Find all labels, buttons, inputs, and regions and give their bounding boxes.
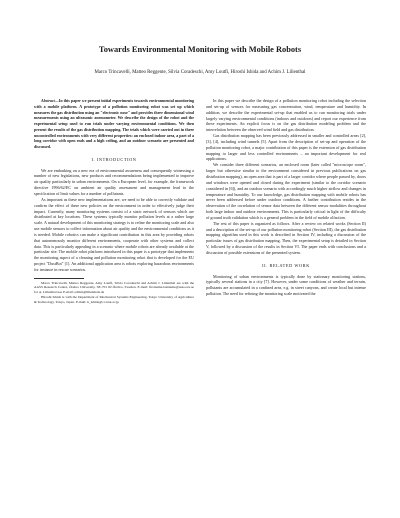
intro-paragraph-6: The rest of this paper is organized as follows. After a review on related works (Section II) and a description of the set-up of our pollution monitoring robot (Section III), the gas distribution mapping algorithm used in this work is described in Section IV, including a discussion of the particular issues of gas distribution mapping. Then, the experimental setup is detailed in Section V, followed by a discussion of the results in Section VI. The paper ends with conclusions and a discussion of possible extensions of the presented system. (206, 220, 366, 255)
intro-paragraph-5: We consider three different scenarios, an enclosed room (later called "microscope room", larger but otherwise similar to the environment considered in previous publications on gas distribution mapping), an open area that is part of a larger corridor where people passed by, doors and windows were opened and closed during the experiment (similar to the corridor scenario considered in [6]), and an outdoor scenario with accordingly much higher airflow and changes in temperature and humidity. To our knowledge, gas distribution mapping with mobile robots has never been addressed before under outdoor conditions. A further contribution resides in the observation of the correlation of sensor data between the different sensor modalities throughout both large indoor and outdoor environments. This is particularly critical in light of the difficulty of ground truth validation which is a general problem in the field of mobile olfaction. (206, 162, 366, 220)
intro-paragraph-3: In this paper we describe the design of a pollution monitoring robot including the selection and set-up of sensors for measuring gas concentration, wind, temperature and humidity. In addition, we describe the experimental set-up that enabled us to run monitoring trials under largely varying environmental conditions (indoors and outdoors) and report our experience from these experiments. An explicit focus is on the gas distribution modeling problem and the interrelation between the observed wind field and gas distribution. (206, 98, 366, 133)
abstract-label: Abstract (41, 98, 55, 103)
section-heading-introduction: I. INTRODUCTION (91, 156, 137, 162)
intro-paragraph-2: As important as these new implementations are, we need to be able to correctly validate and confirm the effect of these new policies on the environment in order to effectively judge their impact. Currently, many monitoring systems consist of a static network of sensors which are distributed at key locations. These systems typically monitor pollution levels at a rather large scale. A natural development of this monitoring strategy is to refine the monitoring scale and also use mobile sensors to collect information about air quality and the environmental conditions as it is needed. Mobile robotics can make a significant contribution in this area by providing robots that autonomously monitor different environments, cooperate with other systems and collect data. This is particularly appealing in a scenario where mobile robots are already available at the particular site. The mobile robot platform introduced in this paper is a prototype that implements the monitoring aspect of a cleaning and pollution monitoring robot that is developed for the EU project "DustBot" [1]. An additional application area is robots exploring hazardous environments for instance in rescue scenarios. (34, 196, 194, 272)
abstract (34, 98, 194, 150)
paper-title: Towards Environmental Monitoring with Mobile Robots (98, 45, 302, 54)
related-work-paragraph-1: Monitoring of urban environments is typically done by stationary monitoring stations, typically several stations in a city [7]. However, under some conditions of weather and terrain, pollutants are accumulated in a confined area, e.g. in street canyons, and create local but intense pollution. The need for refining the monitoring scale motivated the (206, 273, 366, 297)
intro-paragraph-4: Gas distribution mapping has been previously addressed in smaller and controlled areas [2], [3], [4], including wind tunnels [5]. Apart from the description of set-up and operation of the pollution monitoring robot, a major contribution of this paper is the extension of gas distribution mapping to larger and less controlled environments – an important development for real applications. (206, 133, 366, 162)
author-list: Marco Trincavelli, Matteo Reggente, Silvia Coradeschi, Amy Loutfi, Hiroshi Ishida and Achim J. Lilienthal (94, 70, 306, 75)
abstract-text: —In this paper we present initial experiments towards environmental monitoring with a mobile platform. A prototype of a pollution monitoring robot was set up which measures the gas distribution using an "electronic nose" and provides three dimensional wind measurements using an ultrasonic anemometer. We describe the design of the robot and the experimental setup used to run trials under varying environmental conditions. We then present the results of the gas distribution mapping. The trials which were carried out in three uncontrolled environments with very different properties: an enclosed indoor area, a part of a long corridor with open ends and a high ceiling, and an outdoor scenario are presented and discussed. (34, 98, 194, 149)
footnote-affiliation-2: Hiroshi Ishida is with the Department of Mechanical Systems Engineering, Tokyo University of Agriculture & Technology, Tokyo, Japan. E-mail: h_ishida@cc.tuat.ac.jp (34, 294, 194, 304)
footnote-divider (34, 278, 84, 279)
footnote-affiliation-1: Marco Trincavelli, Matteo Reggente, Amy Loutfi, Silvia Coradeschi and Achim J. Lilienthal are with the AASS Research Centre, Örebro University, SE-701 82 Örebro, Sweden. E-mail: firstname.lastname@aass.oru.se for A. Lilienthal use E-mail: achim@lilienthals.de (34, 280, 194, 295)
right-column (206, 98, 366, 297)
section-heading-related-work: II. RELATED WORK (262, 262, 310, 268)
intro-paragraph-1: We are embarking on a new era of environmental awareness and consequently witnessing a number of new legislations, new products and recommendations being implemented to improve air quality particularly in urban environments. On a European level, for example, the framework directive 1996/62/EC on ambient air quality assessment and management lead to the specification of limit values for a number of pollutants. (34, 167, 194, 196)
left-column (34, 98, 194, 304)
